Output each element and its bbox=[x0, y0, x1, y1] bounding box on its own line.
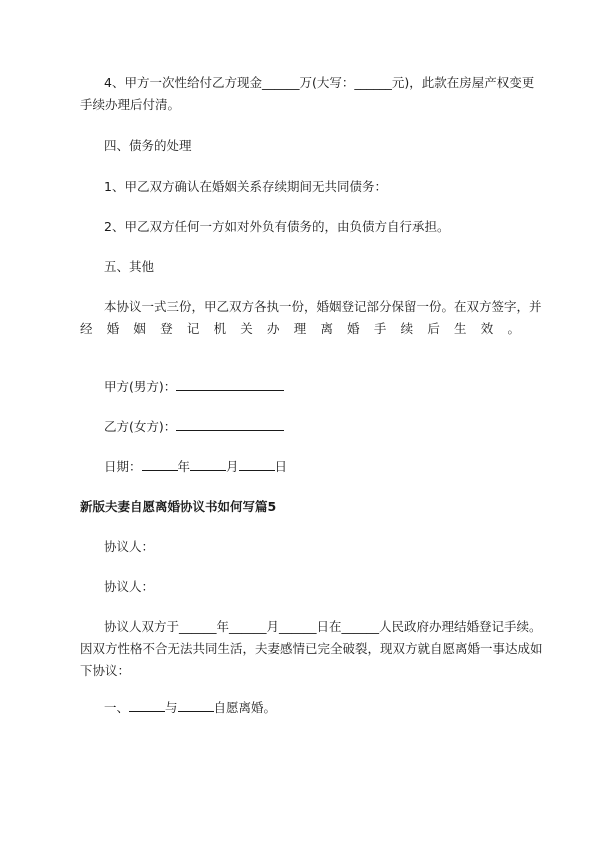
date-year-label: 年 bbox=[177, 459, 191, 474]
article-title: 新版夫妻自愿离婚协议书如何写篇5 bbox=[80, 499, 277, 514]
section-heading-debts: 四、债务的处理 bbox=[104, 138, 192, 153]
payment-clause-line2: 手续办理后付清。 bbox=[80, 97, 181, 112]
date-day-blank[interactable] bbox=[239, 457, 275, 471]
debt-clause-2: 2、甲乙双方任何一方如对外负有债务的，由负债方自行承担。 bbox=[104, 219, 450, 234]
clause-1-mid: 与 bbox=[165, 700, 178, 715]
party-a-label: 甲方(男方)： bbox=[104, 379, 177, 394]
date-year-blank[interactable] bbox=[142, 457, 178, 471]
date-month-label: 月 bbox=[226, 459, 239, 474]
clause-1-line bbox=[104, 697, 549, 718]
party-a-blank[interactable] bbox=[176, 377, 284, 391]
intro-line2: 因双方性格不合无法共同生活，夫妻感情已完全破裂，现双方就自愿离婚一事达成如 bbox=[80, 641, 543, 656]
date-line bbox=[104, 456, 549, 477]
other-clause-line1: 本协议一式三份，甲乙双方各执一份，婚姻登记部分保留一份。在双方签字，并 bbox=[104, 299, 542, 314]
party-b-signature-line bbox=[104, 416, 549, 437]
clause-1-blank-a[interactable] bbox=[129, 698, 165, 712]
party-b-blank[interactable] bbox=[176, 417, 284, 431]
debt-clause-1: 1、甲乙双方确认在婚姻关系存续期间无共同债务： bbox=[104, 179, 387, 194]
date-day-label: 日 bbox=[274, 459, 288, 474]
clause-1-prefix: 一、 bbox=[104, 700, 130, 715]
payment-clause-line1: 4、甲方一次性给付乙方现金______万(大写：______元)，此款在房屋产权变更 bbox=[104, 75, 535, 90]
agreement-party-2: 协议人： bbox=[104, 579, 155, 594]
party-b-label: 乙方(女方)： bbox=[104, 419, 177, 434]
section-heading-other: 五、其他 bbox=[104, 259, 155, 274]
party-a-signature-line bbox=[104, 376, 549, 397]
agreement-party-1: 协议人： bbox=[104, 539, 155, 554]
other-clause-line2: 经婚姻登记机关办理离婚手续后生效。 bbox=[80, 321, 520, 336]
date-month-blank[interactable] bbox=[190, 457, 226, 471]
date-label: 日期： bbox=[104, 459, 142, 474]
clause-1-suffix: 自愿离婚。 bbox=[213, 700, 277, 715]
intro-line1: 协议人双方于______年______月______日在______人民政府办理结婚登记手续。 bbox=[104, 619, 542, 634]
intro-line3: 下协议： bbox=[80, 663, 131, 678]
clause-1-blank-b[interactable] bbox=[178, 698, 214, 712]
